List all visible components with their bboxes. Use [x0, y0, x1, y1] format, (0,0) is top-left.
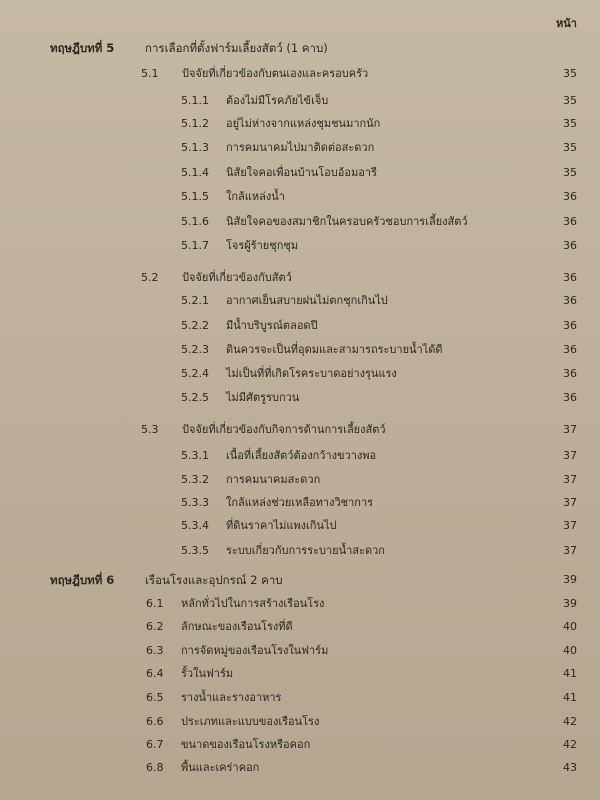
toc-entry [0, 594, 600, 614]
entry-number: 6.3 [146, 644, 164, 657]
toc-entry [0, 516, 600, 536]
page-number: 39 [563, 573, 577, 586]
page-number: 37 [563, 519, 577, 532]
toc-entry [0, 641, 600, 661]
entry-title: ต้องไม่มีโรคภัยไข้เจ็บ [226, 94, 329, 107]
entry-number: 5.2.5 [181, 391, 209, 404]
toc-entry [0, 91, 600, 111]
entry-number: 5.3.4 [181, 519, 209, 532]
chapter-number: ทฤษฎีบทที่ 5 [50, 41, 115, 55]
toc-entry [0, 420, 600, 440]
entry-number: 5.1.2 [181, 117, 209, 130]
entry-title: อากาศเย็นสบายฝนไม่ตกชุกเกินไป [226, 294, 388, 307]
toc-entry [0, 388, 600, 408]
entry-title: อยู่ไม่ห่างจากแหล่งชุมชนมากนัก [226, 117, 381, 130]
entry-number: 5.1.3 [181, 141, 209, 154]
page-number: 39 [563, 597, 577, 610]
page-number: 36 [563, 271, 577, 284]
toc-entry [0, 114, 600, 134]
entry-title: ใกล้แหล่งช่วยเหลือทางวิชาการ [226, 496, 374, 509]
toc-entry [0, 64, 600, 84]
page-number: 36 [563, 215, 577, 228]
toc-entry [0, 291, 600, 311]
page-number: 35 [563, 67, 577, 80]
entry-title: การคมนาคมสะดวก [226, 473, 321, 486]
toc-entry [0, 187, 600, 207]
toc-entry [0, 735, 600, 755]
toc-entry [0, 268, 600, 288]
toc-entry [0, 163, 600, 183]
entry-title: ใกล้แหล่งน้ำ [226, 190, 285, 203]
page-number: 36 [563, 190, 577, 203]
toc-entry [0, 340, 600, 360]
toc-entry [0, 617, 600, 637]
entry-title: ระบบเกี่ยวกับการระบายน้ำสะดวก [226, 544, 385, 557]
entry-title: เนื้อที่เลี้ยงสัตว์ต้องกว้างขวางพอ [226, 449, 377, 462]
page-number: 40 [563, 644, 577, 657]
entry-number: 6.1 [146, 597, 164, 610]
chapter-title: การเลือกที่ตั้งฟาร์มเลี้ยงสัตว์ (1 คาบ) [145, 41, 328, 55]
page-number: 37 [563, 449, 577, 462]
page-number: 35 [563, 166, 577, 179]
page-number: 35 [563, 94, 577, 107]
page-number: 43 [563, 761, 577, 774]
entry-number: 6.8 [146, 761, 164, 774]
entry-title: การคมนาคมไปมาติดต่อสะดวก [226, 141, 375, 154]
page-number: 40 [563, 620, 577, 633]
entry-title: ไม่มีศัตรูรบกวน [226, 391, 300, 404]
entry-title: ไม่เป็นที่ที่เกิดโรคระบาดอย่างรุนแรง [226, 367, 397, 380]
page-number: 35 [563, 117, 577, 130]
toc-entry [0, 212, 600, 232]
entry-title: มีน้ำบริบูรณ์ตลอดปี [226, 319, 318, 332]
toc-entry [0, 758, 600, 778]
entry-title: ปัจจัยที่เกี่ยวข้องกับกิจการด้านการเลี้ยงสัตว์ [182, 423, 386, 436]
page-number: 37 [563, 544, 577, 557]
entry-number: 5.3.3 [181, 496, 209, 509]
page-number: 41 [563, 667, 577, 680]
entry-number: 5.2 [141, 271, 159, 284]
entry-number: 6.6 [146, 715, 164, 728]
entry-number: 6.4 [146, 667, 164, 680]
entry-title: ประเภทและแบบของเรือนโรง [181, 715, 320, 728]
toc-entry [0, 470, 600, 490]
entry-title: ที่ดินราคาไม่แพงเกินไป [226, 519, 337, 532]
toc-entry [0, 493, 600, 513]
toc-entry [0, 664, 600, 684]
entry-title: การจัดหมู่ของเรือนโรงในฟาร์ม [181, 644, 329, 657]
page-number: 41 [563, 691, 577, 704]
entry-number: 5.1.7 [181, 239, 209, 252]
page-number: 37 [563, 473, 577, 486]
chapter-heading [0, 570, 600, 590]
toc-entry [0, 446, 600, 466]
toc-entry [0, 712, 600, 732]
page-number: 36 [563, 343, 577, 356]
entry-title: พื้นและเคร่าคอก [181, 761, 260, 774]
entry-number: 5.3 [141, 423, 159, 436]
toc-entry [0, 541, 600, 561]
entry-title: รั้วในฟาร์ม [181, 667, 234, 680]
entry-number: 6.5 [146, 691, 164, 704]
page-number: 37 [563, 496, 577, 509]
toc-entry [0, 236, 600, 256]
entry-number: 6.2 [146, 620, 164, 633]
page-number: 36 [563, 319, 577, 332]
entry-number: 5.2.3 [181, 343, 209, 356]
entry-title: ดินควรจะเป็นที่อุดมและสามารถระบายน้ำได้ดี [226, 343, 443, 356]
entry-title: หลักทั่วไปในการสร้างเรือนโรง [181, 597, 325, 610]
entry-title: ขนาดของเรือนโรงหรือคอก [181, 738, 311, 751]
entry-number: 5.3.1 [181, 449, 209, 462]
entry-number: 5.1.5 [181, 190, 209, 203]
page-number: 36 [563, 367, 577, 380]
toc-entry [0, 688, 600, 708]
page-number: 36 [563, 239, 577, 252]
entry-number: 5.1.4 [181, 166, 209, 179]
entry-title: ปัจจัยที่เกี่ยวข้องกับสัตว์ [182, 271, 292, 284]
entry-number: 5.2.1 [181, 294, 209, 307]
entry-number: 5.3.5 [181, 544, 209, 557]
toc-entry [0, 316, 600, 336]
chapter-title: เรือนโรงและอุปกรณ์ 2 คาบ [145, 573, 283, 587]
toc-entry [0, 138, 600, 158]
page-number: 42 [563, 715, 577, 728]
entry-number: 5.2.4 [181, 367, 209, 380]
entry-number: 5.3.2 [181, 473, 209, 486]
page-number: 42 [563, 738, 577, 751]
entry-title: โจรผู้ร้ายชุกชุม [226, 239, 299, 252]
chapter-number: ทฤษฎีบทที่ 6 [50, 573, 115, 587]
page-number: 36 [563, 391, 577, 404]
toc-entry [0, 364, 600, 384]
entry-title: นิสัยใจคอของสมาชิกในครอบครัวชอบการเลี้ยงสัตว์ [226, 215, 468, 228]
entry-number: 5.1.6 [181, 215, 209, 228]
entry-number: 5.2.2 [181, 319, 209, 332]
entry-title: รางน้ำและรางอาหาร [181, 691, 282, 704]
page-number: 35 [563, 141, 577, 154]
entry-number: 5.1.1 [181, 94, 209, 107]
entry-number: 5.1 [141, 67, 159, 80]
page-number: 36 [563, 294, 577, 307]
entry-number: 6.7 [146, 738, 164, 751]
chapter-heading [0, 38, 600, 58]
page-column-header: หน้า [556, 17, 577, 30]
entry-title: ปัจจัยที่เกี่ยวข้องกับตนเองและครอบครัว [182, 67, 369, 80]
entry-title: นิสัยใจคอเพื่อนบ้านโอบอ้อมอารี [226, 166, 377, 179]
page-number: 37 [563, 423, 577, 436]
entry-title: ลักษณะของเรือนโรงที่ดี [181, 620, 293, 633]
